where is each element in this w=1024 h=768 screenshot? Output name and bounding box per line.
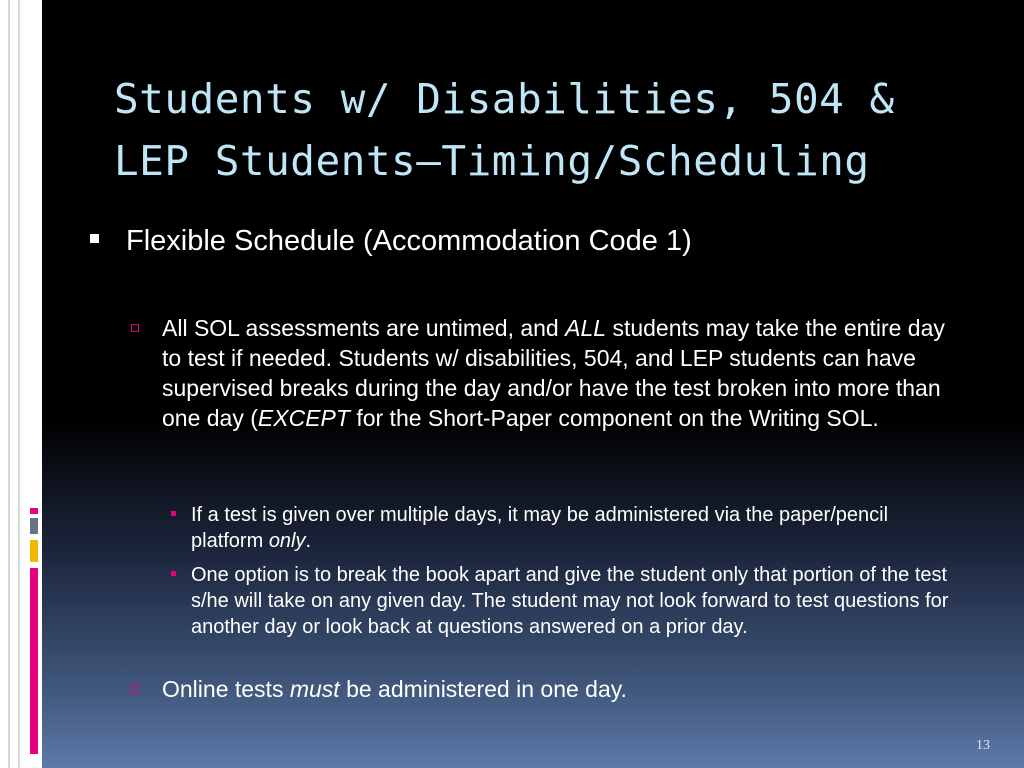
hollow-square-bullet-icon (131, 324, 139, 332)
title-line-2: LEP Students—Timing/Scheduling (114, 137, 870, 185)
slide (42, 0, 1024, 768)
strip-line (18, 0, 20, 768)
accent-bar-pink-long (30, 568, 38, 754)
accent-bar-gray (30, 518, 38, 534)
sub-bullet-break-book (191, 562, 951, 640)
hollow-square-bullet-icon (131, 685, 139, 693)
accent-bar-yellow (30, 540, 38, 562)
title-line-1: Students w/ Disabilities, 504 & (114, 75, 895, 123)
left-decorative-strip (0, 0, 42, 768)
emphasis-except: EXCEPT (257, 405, 350, 431)
bullet-flexible-schedule (126, 222, 986, 260)
emphasis-only: only (268, 530, 306, 552)
bullet-online-tests: Online tests must be administered in one day. (162, 674, 952, 704)
small-square-bullet-icon (171, 511, 176, 516)
emphasis-must: must (289, 676, 340, 702)
bullet-untimed-assessments: All SOL assessments are untimed, and ALL students may take the entire day to test if needed. Students w/ disabilities, 504, and LEP students can have supervised breaks during the day and/or have the test broken into more than one day (EXCEPT for the Short-Paper component on the Writing SOL. (162, 313, 952, 433)
bullet-text: One option is to break the book apart and give the student only that portion of the test s/he will take on any given day. The student may not look forward to test questions for another day or look back at questions answered on a prior day. (191, 564, 949, 638)
square-bullet-icon (90, 234, 99, 243)
accent-bar-pink (30, 508, 38, 514)
bullet-text: Flexible Schedule (Accommodation Code 1) (126, 225, 692, 257)
slide-title (114, 68, 994, 192)
sub-bullet-multiple-days: If a test is given over multiple days, it may be administered via the paper/pencil platform only. (191, 502, 951, 554)
strip-line (8, 0, 10, 768)
emphasis-all: ALL (565, 315, 607, 341)
slide-number: 13 (976, 738, 990, 753)
small-square-bullet-icon (171, 571, 176, 576)
